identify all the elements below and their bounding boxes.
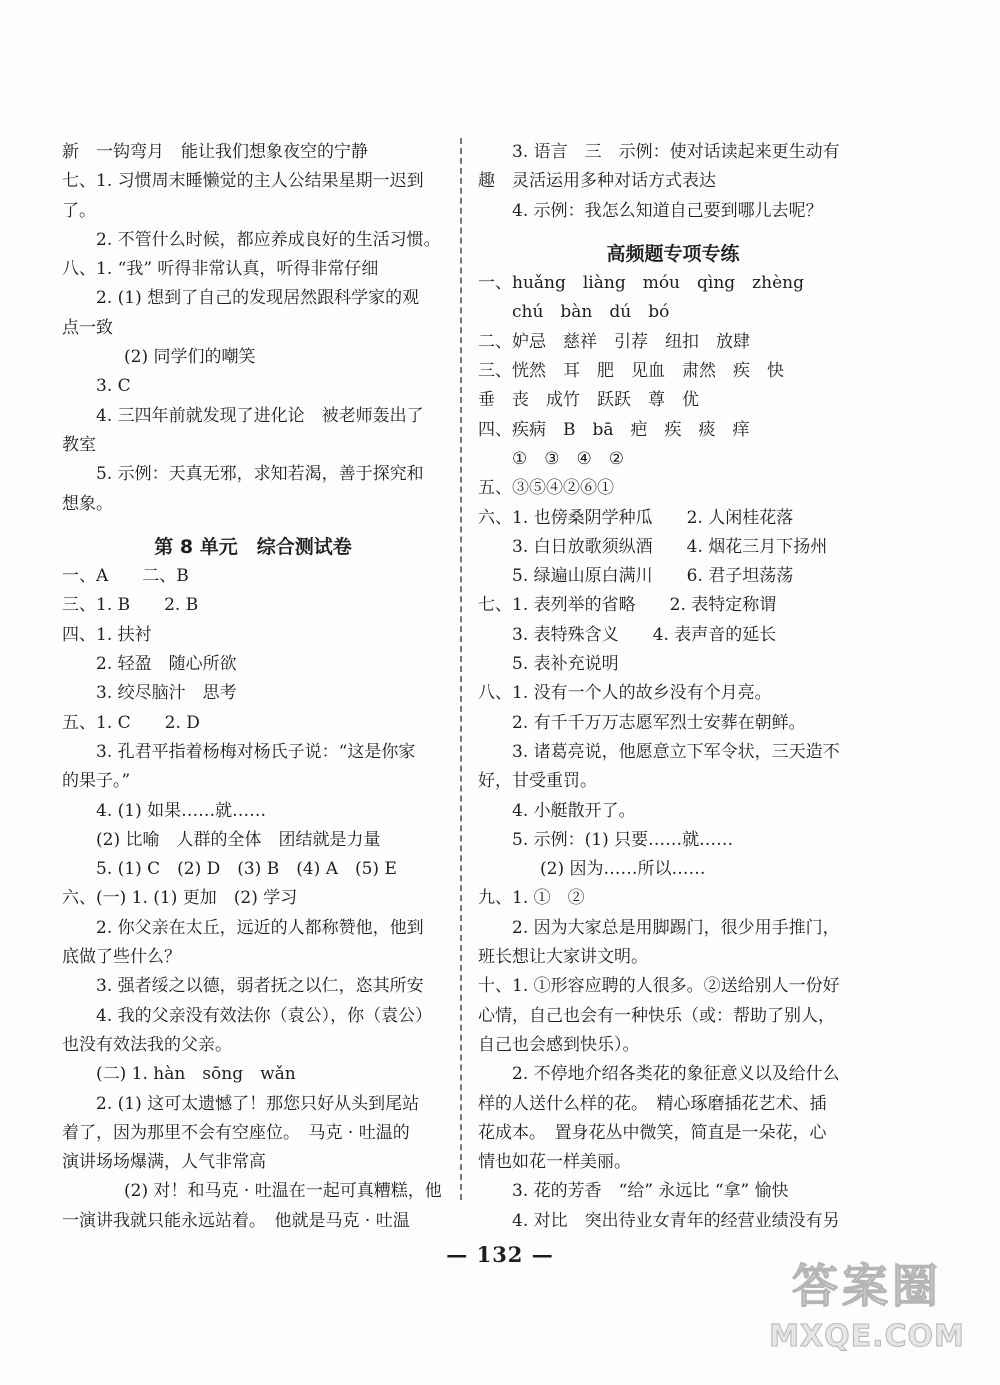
answer-line: 3. 绞尽脑汁 思考 <box>96 683 237 704</box>
answer-line: 四、1. 扶衬 <box>62 624 152 645</box>
section-heading: 高频题专项专练 <box>606 242 740 265</box>
answer-line: 五、③⑤④②⑥① <box>478 478 614 499</box>
answer-line: 2. 不停地介绍各类花的象征意义以及给什么 <box>512 1064 840 1085</box>
answer-line: 点一致 <box>62 317 113 338</box>
answer-line: 4. 对比 突出待业女青年的经营业绩没有另 <box>512 1210 840 1231</box>
answer-line: 2. (1) 想到了自己的发现居然跟科学家的观 <box>96 288 420 309</box>
answer-line: 五、1. C 2. D <box>62 712 200 733</box>
left-column <box>62 138 444 1236</box>
answer-line: (二) 1. hàn sōng wǎn <box>96 1064 296 1085</box>
answer-line: 九、1. ① ② <box>478 888 585 909</box>
answer-line: 3. 白日放歌须纵酒 4. 烟花三月下扬州 <box>512 536 828 557</box>
answer-line: 4. 小艇散开了。 <box>512 800 636 821</box>
answer-line: 3. C <box>96 376 131 397</box>
answer-line: 着了，因为那里不会有空座位。 马克 · 吐温的 <box>62 1122 410 1143</box>
answer-line: 一、A 二、B <box>62 566 189 587</box>
answer-line: 班长想让大家讲文明。 <box>478 947 648 968</box>
answer-line: 的果子。” <box>62 771 131 792</box>
spacer <box>62 519 444 533</box>
answer-line: 5. 表补充说明 <box>512 654 619 675</box>
answer-line: 了。 <box>62 200 96 221</box>
answer-line: 5. 示例：天真无邪，求知若渴，善于探究和 <box>96 464 424 485</box>
answer-line: 样的人送什么样的花。 精心琢磨插花艺术、插 <box>478 1093 827 1114</box>
answer-line: 3. 花的芳香 “给” 永远比 “拿” 愉快 <box>512 1181 789 1202</box>
answer-line: 5. 绿遍山原白满川 6. 君子坦荡荡 <box>512 566 794 587</box>
answer-line: 2. 有千千万万志愿军烈士安葬在朝鲜。 <box>512 712 806 733</box>
answer-line: 5. (1) C (2) D (3) B (4) A (5) E <box>96 859 397 880</box>
answer-line: 八、1. “我” 听得非常认真，听得非常仔细 <box>62 259 379 280</box>
answer-line: 十、1. ①形容应聘的人很多。②送给别人一份好 <box>478 976 840 997</box>
answer-line: 3. 表特殊含义 4. 表声音的延长 <box>512 624 777 645</box>
answer-line: 2. 你父亲在太丘，远近的人都称赞他，他到 <box>96 917 424 938</box>
watermark-title: 答案圈 <box>792 1259 942 1313</box>
answer-line: 一、huǎng liàng móu qìng zhèng <box>478 273 804 294</box>
answer-line: 四、疾病 B bā 疤 疾 痰 痒 <box>478 419 750 440</box>
answer-line: (2) 因为……所以…… <box>540 859 706 880</box>
column-divider <box>460 138 462 1200</box>
answer-line: 4. 三四年前就发现了进化论 被老师轰出了 <box>96 405 424 426</box>
answer-line: 3. 强者绥之以德，弱者抚之以仁，恣其所安 <box>96 976 424 997</box>
right-column <box>478 138 868 1236</box>
answer-line: ① ③ ④ ② <box>512 448 624 469</box>
answer-line: 三、1. B 2. B <box>62 595 199 616</box>
answer-line: (2) 对！和马克 · 吐温在一起可真糟糕，他 <box>124 1181 442 1202</box>
answer-line: 七、1. 表列举的省略 2. 表特定称谓 <box>478 595 777 616</box>
answer-line: 六、1. 也傍桑阴学种瓜 2. 人闲桂花落 <box>478 507 794 528</box>
answer-line: 六、(一) 1. (1) 更加 (2) 学习 <box>62 888 298 909</box>
answer-line: 底做了些什么？ <box>62 947 181 968</box>
answer-line: 2. 轻盈 随心所欲 <box>96 654 237 675</box>
watermark-url: MXQE.COM <box>769 1319 965 1354</box>
answer-line: 5. 示例：(1) 只要……就…… <box>512 829 734 850</box>
answer-line: 演讲场场爆满，人气非常高 <box>62 1152 266 1173</box>
watermark-logo <box>752 1255 982 1371</box>
answer-line: 新 一钩弯月 能让我们想象夜空的宁静 <box>62 142 368 162</box>
answer-line: chú bàn dú bó <box>512 302 670 323</box>
answer-line: 心情，自己也会有一种快乐（或：帮助了别人， <box>478 1005 835 1026</box>
answer-line: 3. 语言 三 示例：使对话读起来更生动有 <box>512 142 840 162</box>
answer-line: 2. (1) 这可太遗憾了！那您只好从头到尾站 <box>96 1093 420 1114</box>
answer-line: 4. 示例：我怎么知道自己要到哪儿去呢？ <box>512 200 823 221</box>
answer-line: 3. 孔君平指着杨梅对杨氏子说：“这是你家 <box>96 741 416 762</box>
answer-line: 也没有效法我的父亲。 <box>62 1034 232 1055</box>
spacer <box>478 226 868 240</box>
answer-line: 趣 灵活运用多种对话方式表达 <box>478 171 716 192</box>
answer-line: 八、1. 没有一个人的故乡没有个月亮。 <box>478 683 772 704</box>
answer-line: 一演讲我就只能永远站着。 他就是马克 · 吐温 <box>62 1210 410 1231</box>
answer-line: 好，甘受重罚。 <box>478 771 597 792</box>
answer-line: 2. 因为大家总是用脚踢门，很少用手推门， <box>512 917 840 938</box>
answer-line: 4. (1) 如果……就…… <box>96 800 267 821</box>
answer-line: 七、1. 习惯周末睡懒觉的主人公结果星期一迟到 <box>62 171 424 192</box>
answer-line: 4. 我的父亲没有效法你（袁公），你（袁公） <box>96 1005 433 1026</box>
answer-line: 垂 丧 成竹 跃跃 尊 优 <box>478 390 699 411</box>
answer-line: 二、妒忌 慈祥 引荐 纽扣 放肆 <box>478 331 750 352</box>
page-number: — 132 — <box>446 1242 554 1267</box>
answer-line: 花成本。 置身花丛中微笑，简直是一朵花，心 <box>478 1122 827 1143</box>
answer-line: 三、恍然 耳 肥 见血 肃然 疾 快 <box>478 361 784 382</box>
answer-line: 想象。 <box>62 493 113 514</box>
answer-line: (2) 比喻 人群的全体 团结就是力量 <box>96 829 381 850</box>
answer-line: 2. 不管什么时候，都应养成良好的生活习惯。 <box>96 229 441 250</box>
answer-line: 3. 诸葛亮说，他愿意立下军令状，三天造不 <box>512 741 840 762</box>
answer-line: (2) 同学们的嘲笑 <box>124 347 256 368</box>
answer-line: 情也如花一样美丽。 <box>478 1152 631 1173</box>
section-heading: 第 8 单元 综合测试卷 <box>154 535 352 558</box>
answer-line: 自己也会感到快乐）。 <box>478 1034 640 1055</box>
answer-line: 教室 <box>62 434 96 455</box>
